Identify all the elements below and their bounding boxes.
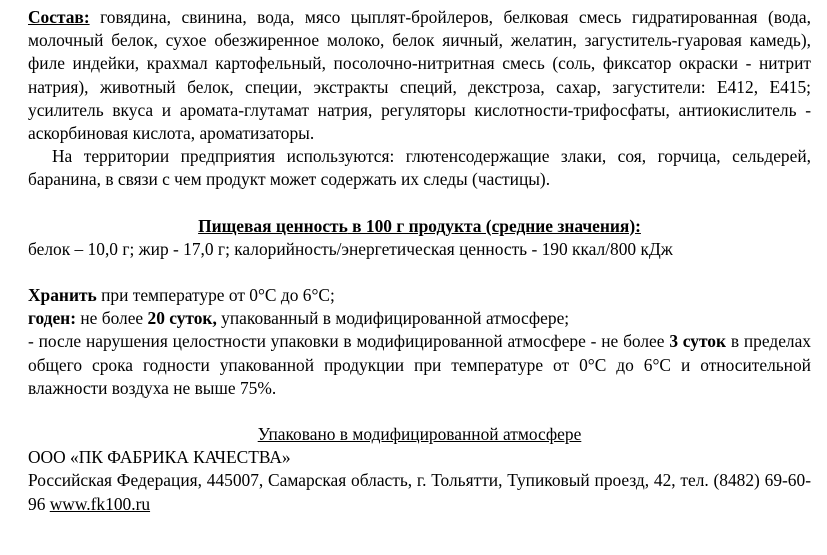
store-label: Хранить — [28, 285, 97, 306]
company-name: ООО «ПК ФАБРИКА КАЧЕСТВА» — [28, 447, 291, 468]
packed-line — [28, 423, 811, 446]
shelf-life-line — [28, 307, 811, 330]
address-text: Российская Федерация, 445007, Самарская область, г. Тольятти, Тупиковый проезд, 42, тел. (8482) 69-60-96 — [28, 470, 811, 514]
address-paragraph — [28, 469, 811, 515]
packed-text: Упаковано в модифицированной атмосфере — [257, 424, 582, 445]
spacer — [28, 400, 811, 423]
good-text-2: упакованный в модифицированной атмосфере; — [216, 308, 570, 329]
nutrition-values: белок – 10,0 г; жир - 17,0 г; калорийность/энергетическая ценность - 190 ккал/800 кДж — [28, 238, 673, 259]
composition-text: говядина, свинина, вода, мясо цыплят-бройлеров, белковая смесь гидратированная (вода, молочный белок, сухое обезжиренное молоко, белок яичный, желатин, загуститель-гуаровая камедь), филе индейки, крахмал картофельный, посолочно-нитритная смесь (соль, фиксатор окраски - нитрит натрия), животный белок, специи, экстракты специй, декстроза, сахар, загустители: Е412, Е415; усилитель вкуса и аромата-глутамат натрия, регуляторы кислотности-трифосфаты, антиокислитель - аскорбиновая кислота, ароматизаторы. — [28, 7, 811, 144]
after-days: 3 суток — [669, 331, 727, 352]
nutrition-title-part1: Пищевая ценность — [198, 215, 348, 236]
good-text-1: не более — [76, 308, 148, 329]
spacer — [28, 192, 811, 215]
good-days: 20 суток, — [147, 308, 217, 329]
spacer — [28, 261, 811, 284]
allergens-paragraph: На территории предприятия используются: глютенсодержащие злаки, соя, горчица, сельдерей, баранина, в связи с чем продукт может содержать их следы (частицы). — [28, 146, 811, 190]
after-text-2: в пределах общего срока годности упакованной продукции при температуре от 0°С до 6°С и относительной влажности воздуха не выше 75%. — [28, 331, 812, 398]
store-text: при температуре от 0°С до 6°С; — [96, 285, 335, 306]
storage-line — [28, 284, 811, 307]
after-opening-paragraph — [28, 330, 811, 400]
composition-paragraph — [28, 6, 811, 145]
composition-label: Состав: — [28, 7, 90, 27]
after-text-1: - после нарушения целостности упаковки в модифицированной атмосфере - не более — [28, 331, 670, 352]
nutrition-title — [28, 215, 811, 238]
good-label: годен: — [28, 308, 76, 329]
website-link[interactable]: www.fk100.ru — [49, 493, 151, 514]
nutrition-title-part2: в 100 г продукта (средние значения): — [347, 215, 641, 236]
